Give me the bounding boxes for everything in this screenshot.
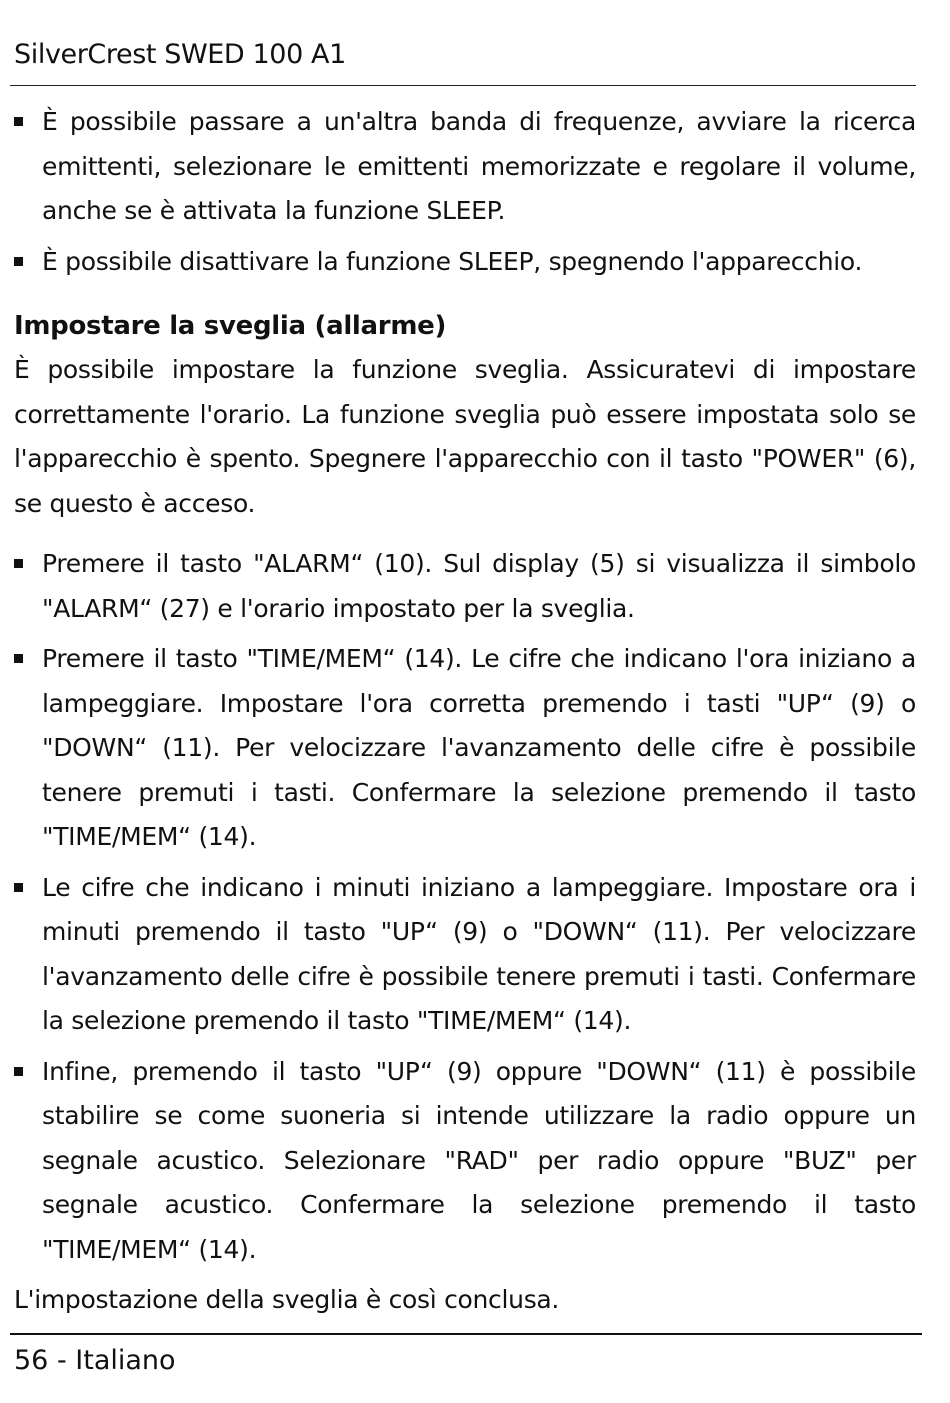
section-heading: Impostare la sveglia (allarme)	[14, 311, 447, 341]
square-bullet-icon	[14, 117, 23, 126]
list-item-text: Le cifre che indicano i minuti iniziano a lampeggiare. Impostare ora i minuti premendo il tasto "UP“ (9) o "DOWN“ (11). Per velocizzare l'avanzamento delle cifre è possibile tenere premuti i tasti. Confermare la selezione premendo il tasto "TIME/MEM“ (14).	[42, 872, 916, 1035]
square-bullet-icon	[14, 559, 23, 568]
square-bullet-icon	[14, 1067, 23, 1076]
list-item-text: È possibile passare a un'altra banda di frequenze, avviare la ricerca emittenti, selezionare le emittenti memorizzate e regolare il volume, anche se è attivata la funzione SLEEP.	[42, 107, 916, 225]
closing-paragraph: L'impostazione della sveglia è così conclusa.	[14, 1285, 560, 1314]
list-item	[14, 1050, 916, 1273]
footer-divider	[10, 1333, 922, 1335]
steps-bullet-list	[14, 542, 916, 1272]
square-bullet-icon	[14, 257, 23, 266]
page-header-title: SilverCrest SWED 100 A1	[14, 39, 346, 70]
list-item	[14, 240, 916, 285]
list-item	[14, 100, 916, 234]
page-footer-label: 56 - Italiano	[14, 1345, 176, 1376]
top-bullet-list	[14, 100, 916, 284]
list-item-text: Infine, premendo il tasto "UP“ (9) oppure "DOWN“ (11) è possibile stabilire se come suoneria si intende utilizzare la radio oppure un segnale acustico. Selezionare "RAD" per radio oppure "BUZ" per segnale acustico. Confermare la selezione premendo il tasto "TIME/MEM“ (14).	[42, 1056, 916, 1264]
page-content	[14, 100, 916, 1323]
list-item-text: Premere il tasto "TIME/MEM“ (14). Le cifre che indicano l'ora iniziano a lampeggiare. Impostare l'ora corretta premendo i tasti "UP“ (9) o "DOWN“ (11). Per velocizzare l'avanzamento delle cifre è possibile tenere premuti i tasti. Confermare la selezione premendo il tasto "TIME/MEM“ (14).	[42, 644, 916, 851]
header-divider	[10, 85, 916, 86]
square-bullet-icon	[14, 883, 23, 892]
list-item	[14, 637, 916, 860]
section-intro-paragraph: È possibile impostare la funzione sveglia. Assicuratevi di impostare correttamente l'orario. La funzione sveglia può essere impostata solo se l'apparecchio è spento. Spegnere l'apparecchio con il tasto "POWER" (6), se questo è acceso.	[14, 355, 916, 518]
list-item-text: È possibile disattivare la funzione SLEEP, spegnendo l'apparecchio.	[42, 246, 863, 276]
square-bullet-icon	[14, 654, 23, 663]
list-item	[14, 542, 916, 631]
list-item	[14, 866, 916, 1044]
list-item-text: Premere il tasto "ALARM“ (10). Sul display (5) si visualizza il simbolo "ALARM“ (27) e l'orario impostato per la sveglia.	[42, 549, 916, 623]
